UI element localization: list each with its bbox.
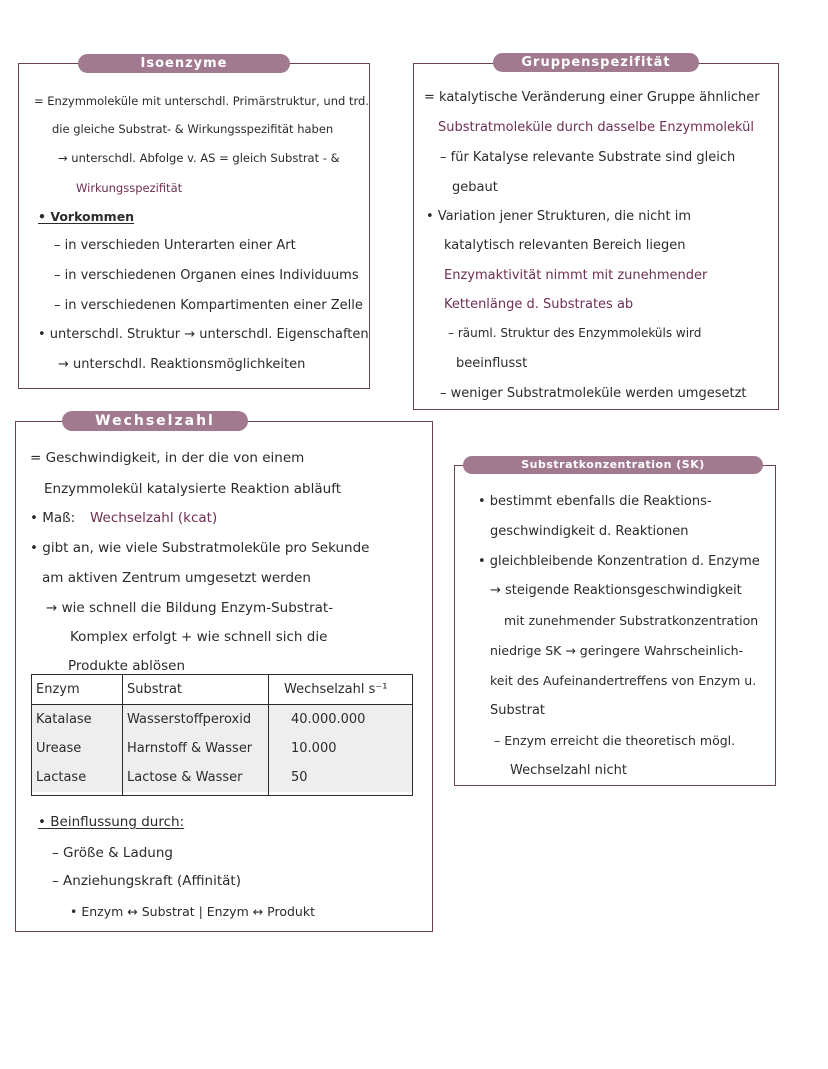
wechselzahl-mass-label: • Maß: — [30, 510, 76, 526]
table-header-enzym: Enzym — [31, 674, 122, 705]
table-header-wechselzahl: Wechselzahl s⁻¹ — [279, 674, 413, 705]
substratkonzentration-line-8: Substrat — [490, 703, 546, 718]
table-cell: 50 — [279, 763, 413, 792]
wechselzahl-line-7: → wie schnell die Bildung Enzym-Substrat- — [46, 600, 334, 616]
wechselzahl-influence-2: – Anziehungskraft (Affinität) — [52, 873, 241, 889]
table-cell: Katalase — [31, 705, 122, 735]
isoenzyme-title: Isoenzyme — [78, 54, 290, 73]
gruppenspezifitaet-line-2: Substratmoleküle durch dasselbe Enzymmolekül — [438, 120, 755, 135]
substratkonzentration-line-2: geschwindigkeit d. Reaktionen — [490, 524, 689, 539]
gruppenspezifitaet-line-1: = katalytische Veränderung einer Gruppe ähnlicher — [424, 90, 760, 105]
isoenzyme-line-10: → unterschdl. Reaktionsmöglichkeiten — [58, 357, 306, 372]
table-row — [31, 734, 413, 763]
table-cell: Lactase — [31, 763, 122, 792]
isoenzyme-line-1: = Enzymmoleküle mit unterschdl. Primärstruktur, und trd. — [34, 94, 369, 108]
gruppenspezifitaet-line-8: Kettenlänge d. Substrates ab — [444, 297, 634, 312]
substratkonzentration-title: Substratkonzentration (SK) — [463, 456, 763, 474]
substratkonzentration-line-9: – Enzym erreicht die theoretisch mögl. — [494, 733, 736, 748]
substratkonzentration-line-4: → steigende Reaktionsgeschwindigkeit — [490, 583, 742, 598]
substratkonzentration-line-10: Wechselzahl nicht — [510, 763, 627, 778]
table-cell: 10.000 — [279, 734, 413, 763]
table-cell: Wasserstoffperoxid — [122, 705, 279, 735]
table-divider — [122, 674, 123, 796]
table-cell: Urease — [31, 734, 122, 763]
isoenzyme-line-8: – in verschiedenen Kompartimenten einer Zelle — [54, 298, 363, 313]
gruppenspezifitaet-line-9: – räuml. Struktur des Enzymmoleküls wird — [448, 326, 702, 340]
gruppenspezifitaet-line-5: • Variation jener Strukturen, die nicht im — [426, 209, 692, 224]
table-cell: 40.000.000 — [279, 705, 413, 735]
wechselzahl-line-2: Enzymmolekül katalysierte Reaktion abläuft — [44, 481, 342, 497]
table-header-row — [31, 674, 413, 705]
isoenzyme-line-7: – in verschiedenen Organen eines Individuums — [54, 268, 359, 283]
wechselzahl-line-9: Produkte ablösen — [68, 658, 185, 674]
gruppenspezifitaet-title: Gruppenspezifität — [493, 53, 699, 72]
table-divider — [268, 674, 269, 796]
isoenzyme-line-9: • unterschdl. Struktur → unterschdl. Eigenschaften — [38, 327, 369, 342]
wechselzahl-influence-1: – Größe & Ladung — [52, 845, 173, 861]
substratkonzentration-line-5: mit zunehmender Substratkonzentration — [504, 613, 759, 628]
isoenzyme-line-3: → unterschdl. Abfolge v. AS = gleich Substrat - & — [58, 151, 340, 165]
isoenzyme-line-2: die gleiche Substrat- & Wirkungsspezifität haben — [52, 122, 334, 136]
table-row — [31, 705, 413, 735]
wechselzahl-line-1: = Geschwindigkeit, in der die von einem — [30, 450, 305, 466]
isoenzyme-line-6: – in verschieden Unterarten einer Art — [54, 238, 296, 253]
table-cell: Harnstoff & Wasser — [122, 734, 279, 763]
wechselzahl-table — [31, 674, 413, 792]
gruppenspezifitaet-line-4: gebaut — [452, 180, 498, 195]
gruppenspezifitaet-line-11: – weniger Substratmoleküle werden umgesetzt — [440, 386, 747, 401]
wechselzahl-title: Wechselzahl — [62, 411, 248, 431]
wechselzahl-line-8: Komplex erfolgt + wie schnell sich die — [70, 629, 328, 645]
wechselzahl-line-6: am aktiven Zentrum umgesetzt werden — [42, 570, 311, 586]
gruppenspezifitaet-line-3: – für Katalyse relevante Substrate sind gleich — [440, 150, 736, 165]
wechselzahl-line-5: • gibt an, wie viele Substratmoleküle pro Sekunde — [30, 540, 370, 556]
table-header-substrat: Substrat — [122, 674, 279, 705]
gruppenspezifitaet-line-6: katalytisch relevanten Bereich liegen — [444, 238, 686, 253]
isoenzyme-vorkommen-heading: • Vorkommen — [38, 209, 135, 224]
substratkonzentration-line-7: keit des Aufeinandertreffens von Enzym u. — [490, 673, 757, 688]
wechselzahl-mass-value: Wechselzahl (kcat) — [90, 510, 218, 526]
wechselzahl-influence-3: • Enzym ↔ Substrat | Enzym ↔ Produkt — [70, 904, 315, 919]
wechselzahl-influence-heading: • Beinflussung durch: — [38, 814, 185, 830]
table-row — [31, 763, 413, 792]
substratkonzentration-line-3: • gleichbleibende Konzentration d. Enzyme — [478, 554, 760, 569]
substratkonzentration-line-1: • bestimmt ebenfalls die Reaktions- — [478, 494, 712, 509]
gruppenspezifitaet-line-10: beeinflusst — [456, 356, 528, 371]
gruppenspezifitaet-line-7: Enzymaktivität nimmt mit zunehmender — [444, 268, 708, 283]
substratkonzentration-line-6: niedrige SK → geringere Wahrscheinlich- — [490, 643, 744, 658]
isoenzyme-line-4: Wirkungsspezifität — [76, 181, 183, 195]
table-cell: Lactose & Wasser — [122, 763, 279, 792]
